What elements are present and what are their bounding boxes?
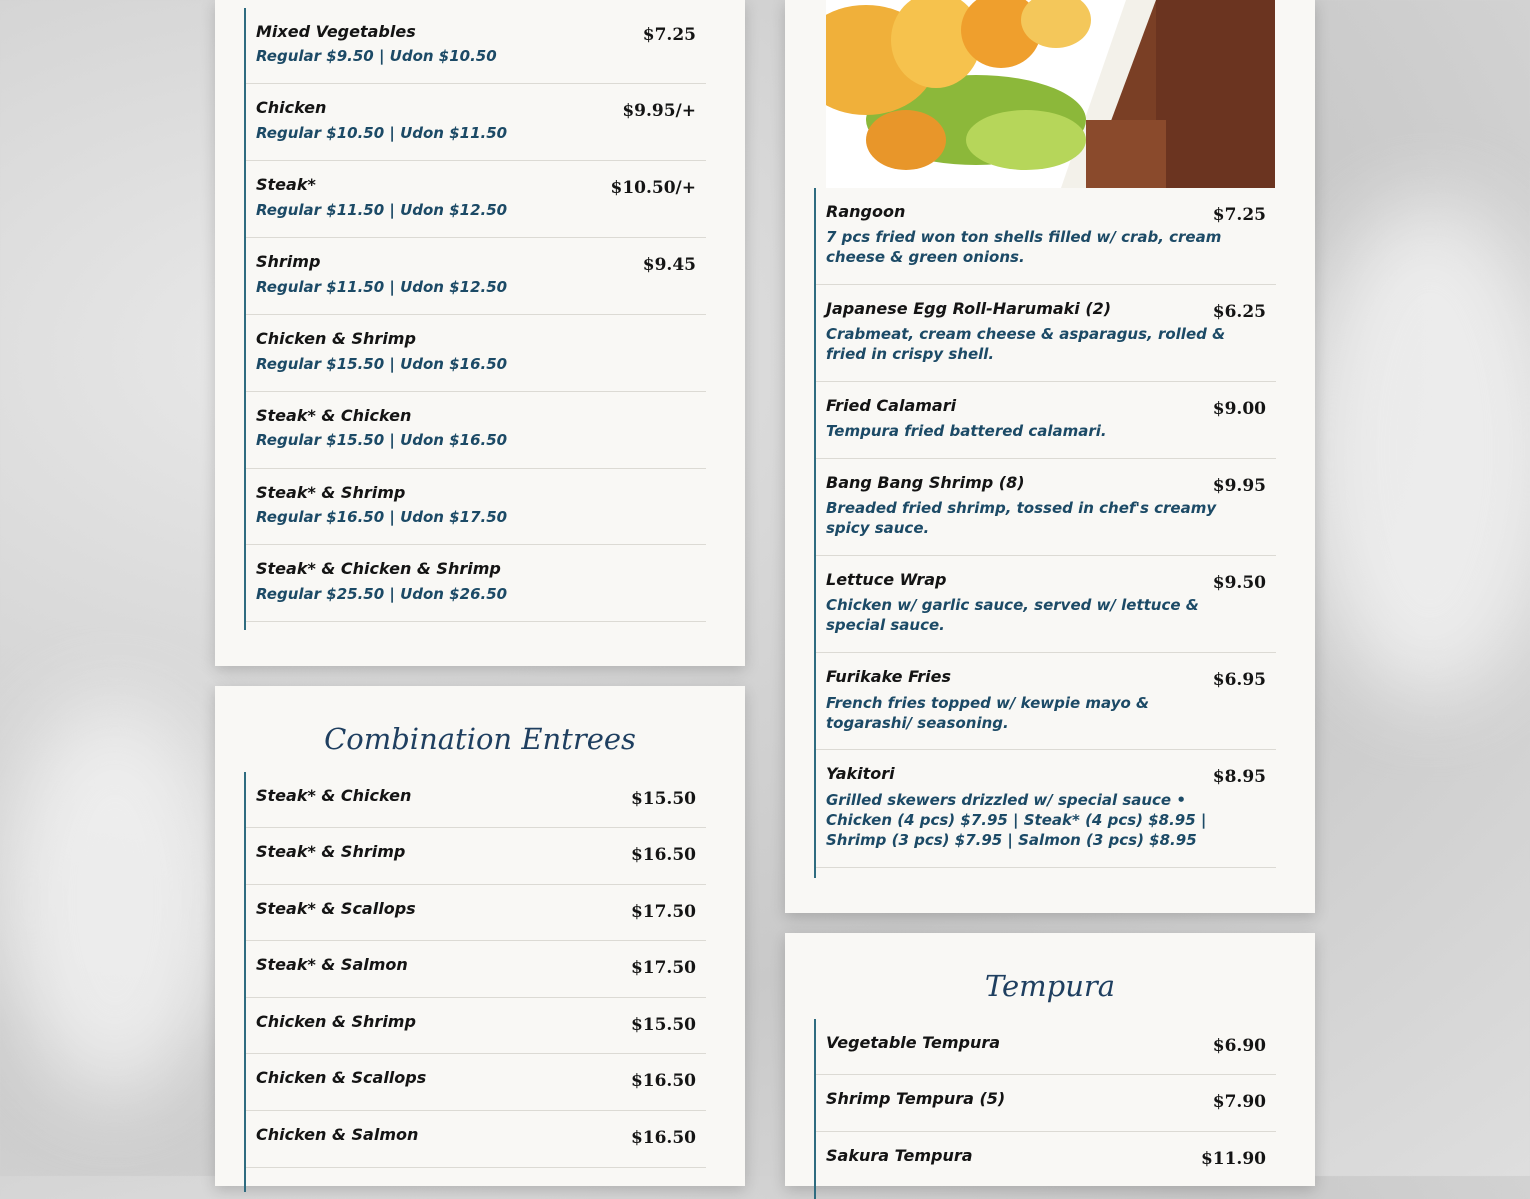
item-price: $9.00 [1212, 399, 1266, 419]
menu-item [816, 1132, 1276, 1189]
rangoon-image [826, 0, 1275, 188]
menu-item [246, 84, 706, 161]
menu-item [246, 772, 706, 828]
item-price: $9.45 [642, 255, 696, 275]
menu-item [816, 382, 1276, 459]
item-name: Sakura Tempura [826, 1146, 973, 1165]
section-title: Tempura [984, 969, 1116, 1003]
appetizer-photo [826, 0, 1275, 188]
item-price: $8.95 [1212, 767, 1266, 787]
item-desc: Regular $11.50 | Udon $12.50 [256, 278, 508, 296]
item-name: Rangoon [826, 202, 906, 221]
item-name: Chicken & Shrimp [256, 1012, 416, 1031]
menu-item [816, 556, 1276, 653]
menu-item [816, 750, 1276, 868]
menu-item [246, 941, 706, 998]
item-price: $15.50 [630, 789, 696, 809]
menu-item [246, 161, 706, 238]
item-price: $9.95/+ [622, 101, 696, 121]
item-desc: Crabmeat, cream cheese & asparagus, rolled & fried in crispy shell. [826, 325, 1226, 363]
item-name: Chicken & Shrimp [256, 329, 416, 348]
item-name: Fried Calamari [826, 396, 957, 415]
item-name: Shrimp [256, 252, 321, 271]
item-desc: Grilled skewers drizzled w/ special sauce • Chicken (4 pcs) $7.95 | Steak* (4 pcs) $8.95 | Shrimp (3 pcs) $7.95 | Salmon (3 pcs) $8.95 [826, 791, 1207, 849]
item-name: Steak* & Chicken [256, 406, 412, 425]
item-name: Lettuce Wrap [826, 570, 947, 589]
menu-item [816, 1075, 1276, 1132]
menu-item [246, 828, 706, 885]
item-name: Furikake Fries [826, 667, 952, 686]
item-desc: Chicken w/ garlic sauce, served w/ lettuce & special sauce. [826, 596, 1199, 634]
item-name: Mixed Vegetables [256, 22, 416, 41]
item-desc: French fries topped w/ kewpie mayo & togarashi/ seasoning. [826, 694, 1150, 732]
menu-card-tempura [785, 933, 1315, 1186]
menu-item [246, 1111, 706, 1168]
item-desc: Regular $15.50 | Udon $16.50 [256, 431, 508, 449]
item-desc: Regular $25.50 | Udon $26.50 [256, 585, 508, 603]
menu-item [246, 315, 706, 392]
item-price: $17.50 [630, 958, 696, 978]
item-desc: 7 pcs fried won ton shells filled w/ crab, cream cheese & green onions. [826, 228, 1222, 266]
menu-card-combination [215, 686, 745, 1186]
item-desc: Breaded fried shrimp, tossed in chef's creamy spicy sauce. [826, 499, 1217, 537]
item-name: Steak* & Chicken & Shrimp [256, 559, 501, 578]
menu-item [816, 459, 1276, 556]
menu-item [816, 1019, 1276, 1075]
item-desc: Regular $9.50 | Udon $10.50 [256, 47, 497, 65]
item-name: Steak* & Salmon [256, 955, 408, 974]
item-name: Chicken & Salmon [256, 1125, 419, 1144]
tempura-list [814, 1019, 1276, 1199]
item-price: $6.95 [1212, 670, 1266, 690]
item-desc: Regular $16.50 | Udon $17.50 [256, 508, 508, 526]
section-title: Combination Entrees [324, 722, 636, 756]
udon-list [244, 8, 706, 630]
menu-item [246, 238, 706, 315]
item-price: $11.90 [1200, 1149, 1266, 1169]
item-name: Japanese Egg Roll-Harumaki (2) [826, 299, 1112, 318]
item-name: Shrimp Tempura (5) [826, 1089, 1006, 1108]
item-price: $6.90 [1212, 1036, 1266, 1056]
menu-item [816, 188, 1276, 285]
menu-item [246, 885, 706, 941]
menu-item [816, 285, 1276, 382]
menu-item [246, 998, 706, 1054]
item-desc: Regular $15.50 | Udon $16.50 [256, 355, 508, 373]
item-desc: Tempura fried battered calamari. [826, 422, 1107, 440]
item-price: $7.90 [1212, 1092, 1266, 1112]
item-price: $7.25 [1212, 205, 1266, 225]
item-price: $16.50 [630, 845, 696, 865]
item-name: Vegetable Tempura [826, 1033, 1001, 1052]
item-price: $17.50 [630, 902, 696, 922]
combination-list [244, 772, 706, 1192]
item-name: Chicken & Scallops [256, 1068, 427, 1087]
item-name: Chicken [256, 98, 327, 117]
item-price: $7.25 [642, 25, 696, 45]
menu-item [816, 653, 1276, 750]
menu-item [246, 545, 706, 622]
menu-card-appetizers [785, 0, 1315, 913]
item-name: Steak* & Chicken [256, 786, 412, 805]
menu-card-udon [215, 0, 745, 666]
menu-item [246, 8, 706, 84]
menu-item [246, 392, 706, 469]
item-desc: Regular $11.50 | Udon $12.50 [256, 201, 508, 219]
item-price: $9.50 [1212, 573, 1266, 593]
menu-item [246, 469, 706, 545]
item-name: Steak* & Scallops [256, 899, 416, 918]
item-price: $9.95 [1212, 476, 1266, 496]
appetizer-list [814, 188, 1276, 878]
item-name: Bang Bang Shrimp (8) [826, 473, 1025, 492]
item-desc: Regular $10.50 | Udon $11.50 [256, 124, 508, 142]
item-price: $10.50/+ [610, 178, 696, 198]
menu-item [246, 1054, 706, 1111]
item-price: $6.25 [1212, 302, 1266, 322]
item-price: $16.50 [630, 1071, 696, 1091]
item-name: Yakitori [826, 764, 895, 783]
item-price: $15.50 [630, 1015, 696, 1035]
item-name: Steak* [256, 175, 316, 194]
item-name: Steak* & Shrimp [256, 842, 406, 861]
item-price: $16.50 [630, 1128, 696, 1148]
item-name: Steak* & Shrimp [256, 483, 406, 502]
